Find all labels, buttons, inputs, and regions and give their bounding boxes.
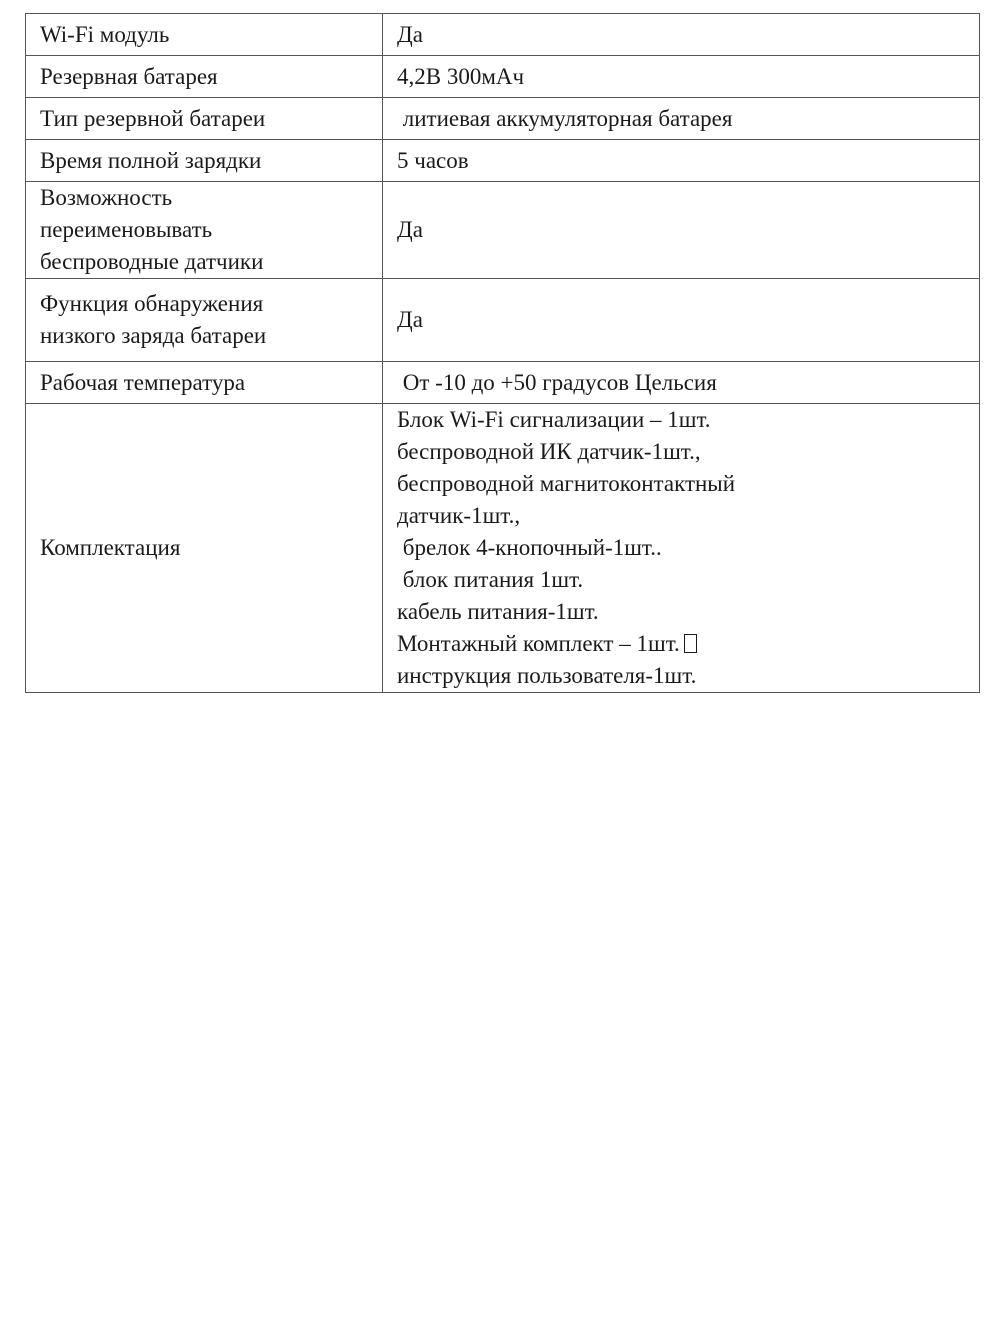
spec-value: 5 часов (397, 147, 469, 173)
table-row (26, 56, 980, 98)
spec-label: Тип резервной батареи (40, 105, 266, 131)
spec-label: Рабочая температура (40, 369, 246, 395)
spec-label-line: низкого заряда батареи (40, 323, 267, 348)
kit-label-cell (26, 404, 383, 693)
spec-value: Да (397, 307, 423, 332)
spec-value: От -10 до +50 градусов Цельсия (397, 369, 717, 395)
kit-item: беспроводной магнитоконтактный (397, 471, 736, 496)
spec-label-cell (26, 279, 383, 362)
kit-label: Комплектация (40, 535, 181, 560)
spec-label: Время полной зарядки (40, 147, 262, 173)
kit-item: Блок Wi-Fi сигнализации – 1шт. (397, 407, 711, 432)
kit-items-cell (383, 404, 980, 693)
spec-label-cell (26, 14, 383, 56)
spec-value-cell (383, 56, 980, 98)
spec-value: Да (397, 217, 423, 242)
spec-value-cell (383, 98, 980, 140)
table-row (26, 279, 980, 362)
spec-value-cell (383, 140, 980, 182)
spec-label-line: беспроводные датчики (40, 249, 264, 274)
spec-value-cell (383, 14, 980, 56)
kit-item: блок питания 1шт. (397, 567, 584, 592)
spec-table (25, 13, 980, 693)
spec-label-cell (26, 56, 383, 98)
spec-value-cell (383, 279, 980, 362)
kit-item: брелок 4-кнопочный-1шт.. (397, 535, 662, 560)
table-row (26, 14, 980, 56)
spec-label-cell (26, 140, 383, 182)
table-row (26, 362, 980, 404)
missing-glyph-icon (684, 634, 697, 653)
kit-item: датчик-1шт., (397, 503, 521, 528)
spec-value-cell (383, 182, 980, 279)
kit-item: беспроводной ИК датчик-1шт., (397, 439, 701, 464)
table-row (26, 98, 980, 140)
spec-label-cell (26, 362, 383, 404)
spec-label: Резервная батарея (40, 63, 218, 89)
kit-item: инструкция пользователя-1шт. (397, 663, 697, 688)
spec-value-cell (383, 362, 980, 404)
table-row-kit (26, 404, 980, 693)
spec-label-cell (26, 182, 383, 279)
spec-label: Wi-Fi модуль (40, 21, 170, 47)
spec-label-line: переименовывать (40, 217, 213, 242)
table-row (26, 182, 980, 279)
spec-label-line: Возможность (40, 185, 173, 210)
spec-value: 4,2В 300мАч (397, 63, 525, 89)
table-row (26, 140, 980, 182)
kit-item: кабель питания-1шт. (397, 599, 599, 624)
spec-label-cell (26, 98, 383, 140)
spec-label-line: Функция обнаружения (40, 291, 264, 316)
kit-item: Монтажный комплект – 1шт. (397, 631, 680, 656)
spec-value: литиевая аккумуляторная батарея (397, 105, 733, 131)
kit-item-with-glyph (397, 628, 969, 660)
spec-value: Да (397, 21, 423, 47)
